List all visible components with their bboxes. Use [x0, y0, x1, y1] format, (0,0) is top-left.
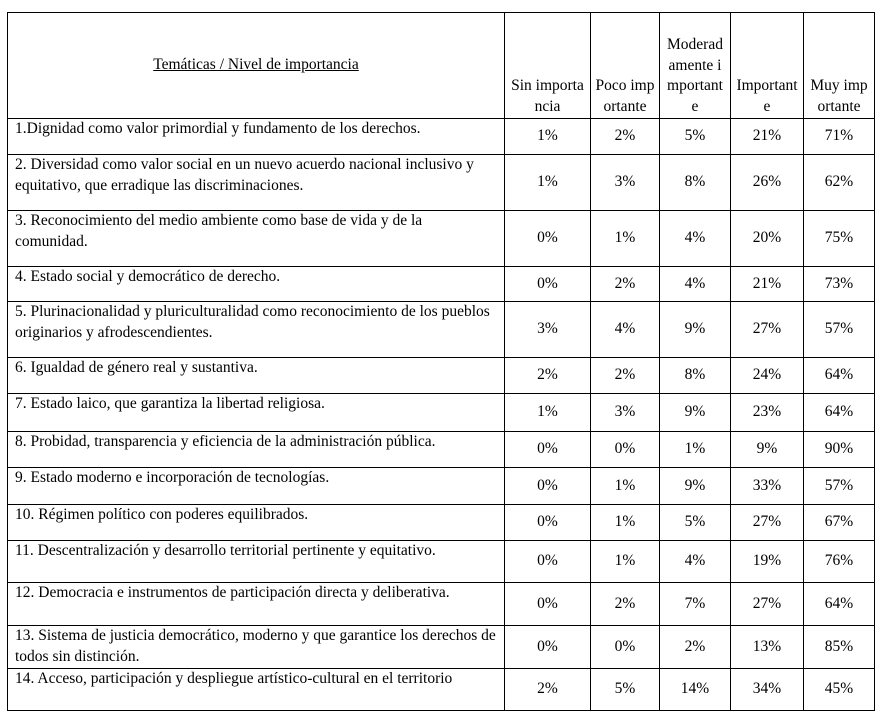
- value-cell: 13%: [731, 626, 804, 669]
- topic-cell: 10. Régimen político con poderes equilibrados.: [8, 505, 505, 541]
- value-cell: 85%: [804, 626, 875, 669]
- value-cell: 23%: [731, 394, 804, 432]
- value-cell: 8%: [660, 358, 731, 394]
- topic-cell: 13. Sistema de justicia democrático, moderno y que garantice los derechos de todos sin distinción.: [8, 626, 505, 669]
- topic-cell: 8. Probidad, transparencia y eficiencia de la administración pública.: [8, 432, 505, 468]
- topic-cell: 4. Estado social y democrático de derecho.: [8, 267, 505, 302]
- value-cell: 4%: [591, 302, 660, 358]
- value-cell: 26%: [731, 155, 804, 211]
- value-cell: 76%: [804, 541, 875, 583]
- value-cell: 33%: [731, 468, 804, 505]
- topic-cell: 1.Dignidad como valor primordial y fundamento de los derechos.: [8, 119, 505, 155]
- value-cell: 7%: [660, 583, 731, 626]
- table-row: [8, 358, 875, 394]
- topic-cell: 7. Estado laico, que garantiza la libertad religiosa.: [8, 394, 505, 432]
- value-cell: 27%: [731, 505, 804, 541]
- table-row: [8, 626, 875, 669]
- value-cell: 9%: [660, 468, 731, 505]
- value-cell: 45%: [804, 669, 875, 711]
- value-cell: 64%: [804, 394, 875, 432]
- value-cell: 1%: [505, 155, 591, 211]
- importance-table: [7, 12, 875, 711]
- value-cell: 8%: [660, 155, 731, 211]
- value-cell: 34%: [731, 669, 804, 711]
- value-cell: 67%: [804, 505, 875, 541]
- column-header-moderadamente-importante: Moderadamente importante: [660, 13, 731, 119]
- value-cell: 5%: [660, 505, 731, 541]
- header-row: [8, 13, 875, 119]
- value-cell: 9%: [731, 432, 804, 468]
- value-cell: 2%: [660, 626, 731, 669]
- value-cell: 1%: [591, 211, 660, 267]
- value-cell: 57%: [804, 302, 875, 358]
- value-cell: 0%: [505, 432, 591, 468]
- value-cell: 2%: [591, 119, 660, 155]
- value-cell: 27%: [731, 302, 804, 358]
- value-cell: 1%: [505, 119, 591, 155]
- value-cell: 1%: [591, 541, 660, 583]
- value-cell: 0%: [505, 468, 591, 505]
- value-cell: 0%: [505, 541, 591, 583]
- value-cell: 0%: [505, 583, 591, 626]
- value-cell: 14%: [660, 669, 731, 711]
- table-row: [8, 267, 875, 302]
- topic-cell: 6. Igualdad de género real y sustantiva.: [8, 358, 505, 394]
- value-cell: 90%: [804, 432, 875, 468]
- value-cell: 21%: [731, 267, 804, 302]
- topic-cell: 11. Descentralización y desarrollo territorial pertinente y equitativo.: [8, 541, 505, 583]
- table-row: [8, 302, 875, 358]
- table-row: [8, 155, 875, 211]
- topic-cell: 9. Estado moderno e incorporación de tecnologías.: [8, 468, 505, 505]
- column-header-importante: Importante: [731, 13, 804, 119]
- table-body: [8, 119, 875, 711]
- value-cell: 9%: [660, 394, 731, 432]
- table-row: [8, 505, 875, 541]
- column-header-muy-importante: Muy importante: [804, 13, 875, 119]
- value-cell: 0%: [505, 626, 591, 669]
- value-cell: 3%: [591, 394, 660, 432]
- value-cell: 57%: [804, 468, 875, 505]
- topic-cell: 14. Acceso, participación y despliegue artístico-cultural en el territorio: [8, 669, 505, 711]
- value-cell: 1%: [660, 432, 731, 468]
- value-cell: 20%: [731, 211, 804, 267]
- value-cell: 73%: [804, 267, 875, 302]
- value-cell: 4%: [660, 211, 731, 267]
- topic-cell: 12. Democracia e instrumentos de participación directa y deliberativa.: [8, 583, 505, 626]
- value-cell: 62%: [804, 155, 875, 211]
- value-cell: 0%: [505, 267, 591, 302]
- value-cell: 4%: [660, 541, 731, 583]
- value-cell: 2%: [505, 358, 591, 394]
- value-cell: 1%: [591, 468, 660, 505]
- value-cell: 0%: [505, 211, 591, 267]
- value-cell: 0%: [505, 505, 591, 541]
- value-cell: 3%: [505, 302, 591, 358]
- table-row: [8, 211, 875, 267]
- value-cell: 1%: [591, 505, 660, 541]
- table-row: [8, 669, 875, 711]
- value-cell: 2%: [591, 358, 660, 394]
- topic-cell: 2. Diversidad como valor social en un nuevo acuerdo nacional inclusivo y equitativo, que erradique las discriminaciones.: [8, 155, 505, 211]
- value-cell: 4%: [660, 267, 731, 302]
- table-row: [8, 432, 875, 468]
- value-cell: 0%: [591, 626, 660, 669]
- value-cell: 64%: [804, 583, 875, 626]
- value-cell: 9%: [660, 302, 731, 358]
- column-header-poco-importante: Poco importante: [591, 13, 660, 119]
- column-header-sin-importancia: Sin importancia: [505, 13, 591, 119]
- value-cell: 27%: [731, 583, 804, 626]
- value-cell: 21%: [731, 119, 804, 155]
- table-row: [8, 583, 875, 626]
- table-row: [8, 119, 875, 155]
- table-row: [8, 468, 875, 505]
- value-cell: 71%: [804, 119, 875, 155]
- value-cell: 2%: [505, 669, 591, 711]
- value-cell: 2%: [591, 583, 660, 626]
- value-cell: 1%: [505, 394, 591, 432]
- value-cell: 64%: [804, 358, 875, 394]
- topic-column-header: Temáticas / Nivel de importancia: [8, 13, 505, 119]
- table-row: [8, 541, 875, 583]
- topic-cell: 3. Reconocimiento del medio ambiente como base de vida y de la comunidad.: [8, 211, 505, 267]
- value-cell: 5%: [660, 119, 731, 155]
- value-cell: 24%: [731, 358, 804, 394]
- value-cell: 0%: [591, 432, 660, 468]
- value-cell: 19%: [731, 541, 804, 583]
- value-cell: 75%: [804, 211, 875, 267]
- value-cell: 2%: [591, 267, 660, 302]
- topic-cell: 5. Plurinacionalidad y pluriculturalidad como reconocimiento de los pueblos originarios y afrodescendientes.: [8, 302, 505, 358]
- value-cell: 3%: [591, 155, 660, 211]
- table-row: [8, 394, 875, 432]
- value-cell: 5%: [591, 669, 660, 711]
